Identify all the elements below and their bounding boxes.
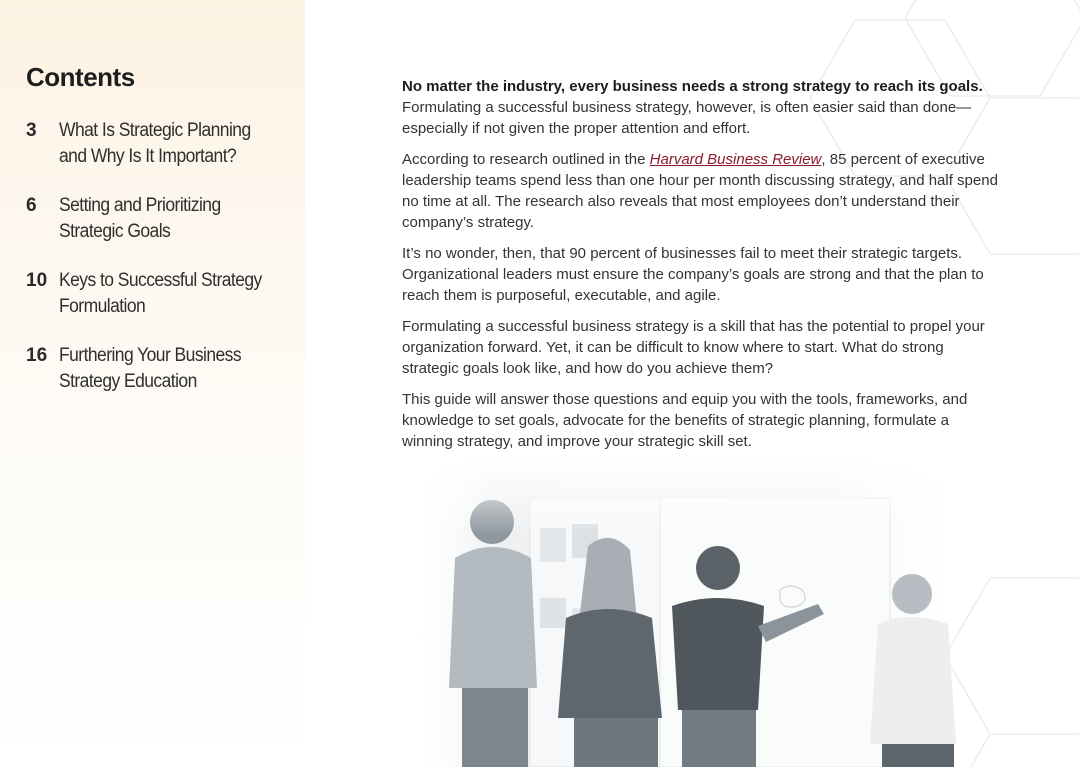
contents-item-label: Keys to Successful Strategy Formulation [59, 270, 262, 317]
harvard-business-review-link[interactable]: Harvard Business Review [649, 151, 822, 168]
intro-lead-sentence: No matter the industry, every business needs a strong strategy to reach its goals. [402, 78, 983, 95]
contents-page-number: 10 [26, 270, 48, 291]
intro-body-text [402, 76, 1002, 462]
intro-paragraph-2 [402, 149, 1002, 233]
contents-item-strategy-formulation[interactable] [26, 268, 296, 320]
intro-paragraph-4: Formulating a successful business strategy is a skill that has the potential to propel your organization forward. Yet, it can be difficult to know where to start. What do strong strategic goals look like, and how do you achieve them? [402, 318, 985, 377]
intro-paragraph-1 [402, 76, 1002, 139]
contents-item-strategic-goals[interactable] [26, 193, 296, 245]
contents-item-label: What Is Strategic Planning and Why Is It Important? [59, 120, 251, 167]
contents-page-number: 3 [26, 120, 37, 141]
contents-page-number: 16 [26, 345, 48, 366]
intro-paragraph-2-start: According to research outlined in the [402, 151, 650, 168]
team-whiteboard-photo [410, 458, 970, 767]
contents-page-number: 6 [26, 195, 37, 216]
photo-top-fade [410, 458, 970, 767]
intro-paragraph-3: It’s no wonder, then, that 90 percent of businesses fail to meet their strategic targets. Organizational leaders must ensure the company’s goals are strong and that the plan to reach them is purposeful, executable, and agile. [402, 245, 984, 304]
contents-item-label: Furthering Your Business Strategy Education [59, 345, 242, 392]
contents-list [26, 118, 296, 418]
contents-item-strategy-education[interactable] [26, 343, 296, 395]
intro-paragraph-2-end: , 85 percent of executive leadership teams spend less than one hour per month discussing strategy, and half spend no time at all. The research also reveals that most employees don’t understand their company’s strategy. [402, 151, 998, 231]
intro-paragraph-1-rest: Formulating a successful business strategy, however, is often easier said than done—especially if not given the proper attention and effort. [402, 99, 972, 137]
contents-panel [0, 0, 305, 767]
intro-paragraph-5: This guide will answer those questions and equip you with the tools, frameworks, and knowledge to set goals, advocate for the benefits of strategic planning, formulate a winning strategy, and improve your strategic skill set. [402, 391, 968, 450]
contents-item-strategic-planning[interactable] [26, 118, 296, 170]
contents-item-label: Setting and Prioritizing Strategic Goals [59, 195, 221, 242]
contents-title: Contents [26, 62, 135, 92]
